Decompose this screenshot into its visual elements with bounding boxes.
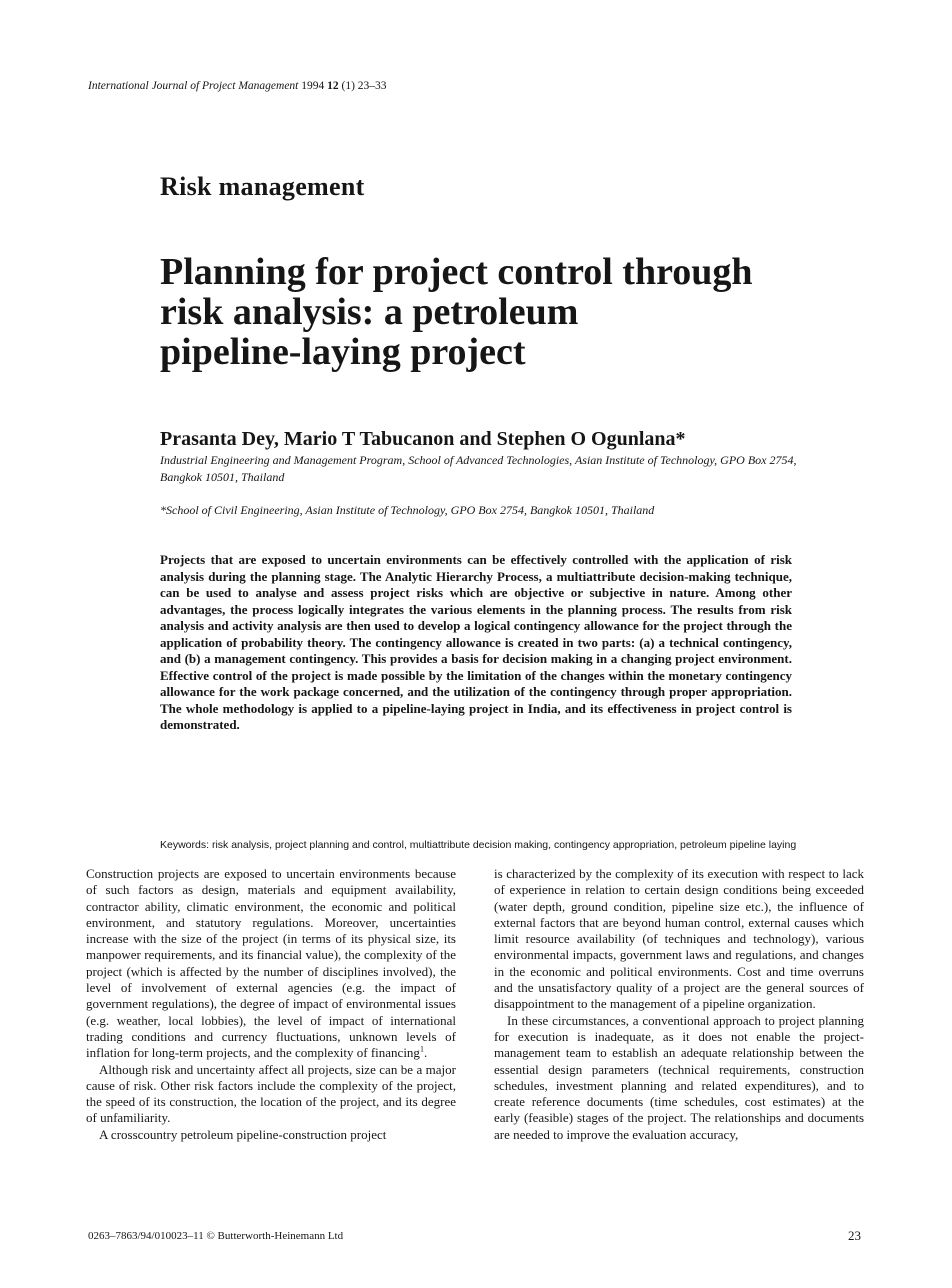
title-line-3: pipeline-laying project [160, 331, 526, 373]
page-number: 23 [848, 1228, 861, 1243]
journal-year: 1994 [301, 80, 325, 92]
body-paragraph [86, 866, 456, 1062]
journal-issue: (1) [341, 80, 355, 92]
body-paragraph: A crosscountry petroleum pipeline-construction project [99, 1126, 387, 1142]
paragraph-end: . [423, 1045, 428, 1061]
body-paragraph: is characterized by the complexity of its execution with respect to lack of experience in relation to certain design conditions being exceeded (water depth, ground condition, pipeline size etc.), the influence of external factors that are beyond human control, external causes which limit resource availability (of techniques and technology), various environmental impacts, government laws and regulations, and changes in the economic and political environments. Cost and time overruns and the unsatisfactory quality of a project are the general sources of disappointment to the management of a pipeline organization. [494, 866, 864, 1012]
keywords [160, 838, 800, 853]
journal-name: International Journal of Project Management [88, 80, 299, 92]
author-list: Prasanta Dey, Mario T Tabucanon and Stephen O Ogunlana* [160, 428, 686, 450]
affiliation-2: *School of Civil Engineering, Asian Institute of Technology, GPO Box 2754, Bangkok 10501, Thailand [160, 503, 655, 517]
journal-volume: 12 [327, 80, 339, 92]
reference-marker: 1 [419, 1044, 424, 1054]
body-column-left [86, 866, 456, 1143]
article-title [160, 252, 850, 372]
body-column-right [494, 866, 864, 1143]
body-paragraph: In these circumstances, a conventional approach to project planning for execution is inadequate, as it does not enable the project-management team to establish an adequate relationship between the essential design parameters (technical requirements, construction schedules, investment planning and related expenditures), and to create reference documents (time schedules, cost estimates) at the early (feasible) stages of the project. The relationships and documents are needed to improve the evaluation accuracy, [494, 1012, 864, 1142]
body-paragraph: Although risk and uncertainty affect all projects, size can be a major cause of risk. Other risk factors include the complexity of the project, the speed of its construction, the location of the project, and its degree of unfamiliarity. [86, 1061, 456, 1126]
section-label: Risk management [160, 172, 365, 201]
title-line-2: risk analysis: a petroleum [160, 291, 579, 333]
keywords-label: Keywords: [160, 839, 210, 851]
footer-issn: 0263–7863/94/010023–11 © Butterworth-Heinemann Ltd [88, 1230, 344, 1242]
keywords-text: risk analysis, project planning and control, multiattribute decision making, contingency appropriation, petroleum pipeline laying [211, 839, 797, 851]
journal-pages: 23–33 [357, 80, 387, 92]
abstract: Projects that are exposed to uncertain environments can be effectively controlled with the application of risk analysis during the planning stage. The Analytic Hierarchy Process, a multiattribute decision-making technique, can be used to analyse and assess project risks which are objective or subjective in nature. Among other advantages, the process logically integrates the various elements in the planning process. The results from risk analysis and activity analysis are then used to develop a logical contingency allowance for the project through the application of probability theory. The contingency allowance is created in two parts: (a) a technical contingency, and (b) a management contingency. This provides a basis for decision making in a changing project environment. Effective control of the project is made possible by the limitation of the changes within the monetary contingency allowance for the work package concerned, and the utilization of the contingency through proper appropriation. The whole methodology is applied to a pipeline-laying project in India, and its effectiveness in project control is demonstrated. [160, 552, 792, 732]
title-line-1: Planning for project control through [160, 251, 753, 293]
journal-citation [88, 80, 387, 92]
paragraph-text: Construction projects are exposed to uncertain environments because of such factors as design, materials and equipment availability, contractor ability, climatic environment, the economic and political environment, and statutory regulations. Moreover, uncertainties increase with the size of the project (in terms of its physical size, its manpower requirements, and its financial value), the complexity of the project (which is affected by the number of disciplines involved), the level of involvement of external agencies (e.g. the impact of government regulations), the degree of impact of environmental issues (e.g. weather, local lobbies), the level of impact of international trading conditions and currency fluctuations, unknown levels of inflation for long-term projects, and the complexity of financing [86, 866, 456, 1061]
affiliation-1: Industrial Engineering and Management Program, School of Advanced Technologies, Asian Institute of Technology, GPO Box 2754, Bangkok 10501, Thailand [160, 453, 797, 484]
